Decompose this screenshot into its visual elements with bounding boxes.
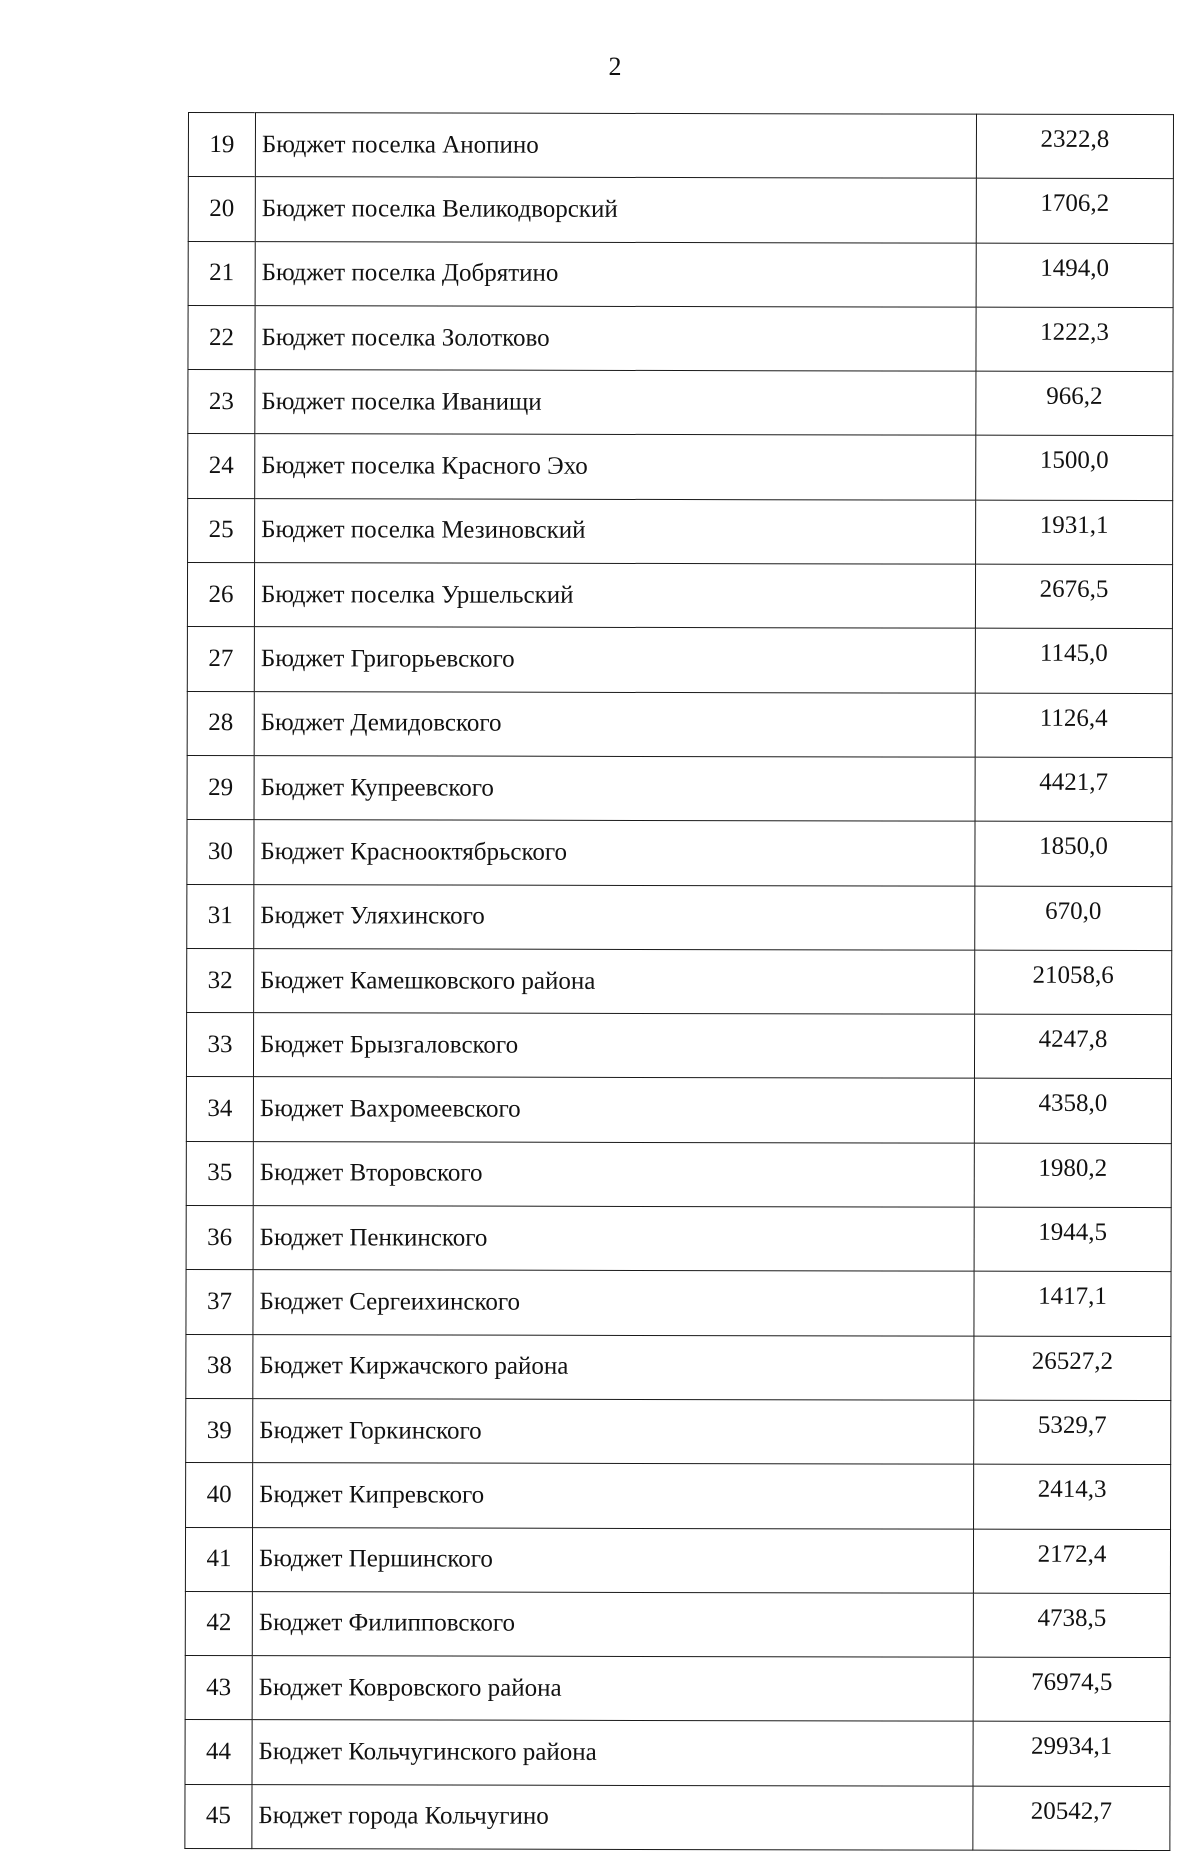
table-row xyxy=(187,948,1172,1014)
budget-name: Бюджет поселка Анопино xyxy=(255,113,976,179)
budget-name: Бюджет города Кольчугино xyxy=(252,1784,973,1850)
budget-name: Бюджет Брызгаловского xyxy=(253,1013,974,1079)
budget-name: Бюджет Вахромеевского xyxy=(253,1077,974,1143)
row-number: 20 xyxy=(188,177,255,241)
table-row xyxy=(186,1013,1171,1079)
row-number: 27 xyxy=(187,627,254,691)
budget-amount: 20542,7 xyxy=(973,1786,1170,1851)
budget-name: Бюджет поселка Уршельский xyxy=(254,563,975,629)
table-row xyxy=(186,1141,1171,1207)
budget-name: Бюджет Краснооктябрьского xyxy=(254,820,975,886)
budget-name: Бюджет Кольчугинского района xyxy=(252,1720,973,1786)
row-number: 41 xyxy=(185,1527,252,1591)
row-number: 45 xyxy=(185,1784,252,1848)
budget-amount: 1980,2 xyxy=(974,1143,1171,1208)
budget-amount: 1706,2 xyxy=(976,178,1173,243)
budget-amount: 1494,0 xyxy=(976,243,1173,308)
row-number: 37 xyxy=(186,1270,253,1334)
budget-amount: 21058,6 xyxy=(975,950,1172,1015)
table-row xyxy=(185,1720,1170,1786)
budget-name: Бюджет Першинского xyxy=(252,1527,973,1593)
budget-name: Бюджет поселка Иванищи xyxy=(255,370,976,436)
budget-amount: 4421,7 xyxy=(975,757,1172,822)
row-number: 39 xyxy=(186,1398,253,1462)
row-number: 23 xyxy=(188,370,255,434)
budget-name: Бюджет поселка Добрятино xyxy=(255,241,976,307)
row-number: 19 xyxy=(188,113,255,177)
row-number: 28 xyxy=(187,691,254,755)
budget-amount: 1417,1 xyxy=(974,1271,1171,1336)
budget-amount: 1145,0 xyxy=(975,629,1172,694)
table-row xyxy=(188,434,1173,500)
budget-amount: 29934,1 xyxy=(973,1722,1170,1787)
budget-amount: 2172,4 xyxy=(973,1529,1170,1594)
table-row xyxy=(188,498,1173,564)
row-number: 33 xyxy=(186,1013,253,1077)
table-row xyxy=(186,1270,1171,1336)
budget-amount: 1850,0 xyxy=(975,821,1172,886)
table-row xyxy=(188,305,1173,371)
table-row xyxy=(186,1398,1171,1464)
table-row xyxy=(186,1206,1171,1272)
row-number: 38 xyxy=(186,1334,253,1398)
budget-amount: 5329,7 xyxy=(974,1400,1171,1465)
budget-name: Бюджет Сергеихинского xyxy=(253,1270,974,1336)
table-row xyxy=(185,1656,1170,1722)
budget-name: Бюджет Камешковского района xyxy=(254,948,975,1014)
budget-name: Бюджет поселка Красного Эхо xyxy=(255,434,976,500)
row-number: 32 xyxy=(187,948,254,1012)
table-row xyxy=(185,1527,1170,1593)
table-row xyxy=(187,627,1172,693)
budget-name: Бюджет Киржачского района xyxy=(253,1334,974,1400)
row-number: 21 xyxy=(188,241,255,305)
row-number: 26 xyxy=(187,563,254,627)
table-row xyxy=(185,1591,1170,1657)
budget-name: Бюджет Филипповского xyxy=(252,1591,973,1657)
budget-amount: 4247,8 xyxy=(974,1014,1171,1079)
budget-amount: 1931,1 xyxy=(976,500,1173,565)
budget-name: Бюджет Кипревского xyxy=(253,1463,974,1529)
budget-amount: 1500,0 xyxy=(976,436,1173,501)
row-number: 43 xyxy=(185,1656,252,1720)
row-number: 31 xyxy=(187,884,254,948)
budget-amount: 966,2 xyxy=(976,371,1173,436)
budget-amount: 1944,5 xyxy=(974,1207,1171,1272)
budget-amount: 1126,4 xyxy=(975,693,1172,758)
budget-amount: 1222,3 xyxy=(976,307,1173,372)
budget-name: Бюджет Купреевского xyxy=(254,756,975,822)
budget-name: Бюджет Григорьевского xyxy=(254,627,975,693)
table-row xyxy=(188,241,1173,307)
budget-name: Бюджет поселка Великодворский xyxy=(255,177,976,243)
table-row xyxy=(186,1334,1171,1400)
row-number: 22 xyxy=(188,305,255,369)
table-row xyxy=(188,177,1173,243)
table-row xyxy=(187,884,1172,950)
budget-name: Бюджет Демидовского xyxy=(254,691,975,757)
row-number: 30 xyxy=(187,820,254,884)
table-row xyxy=(186,1077,1171,1143)
budget-table-body xyxy=(185,113,1174,1851)
budget-amount: 2322,8 xyxy=(976,114,1173,179)
table-row xyxy=(187,691,1172,757)
table-row xyxy=(187,755,1172,821)
table-row xyxy=(187,820,1172,886)
budget-name: Бюджет Ковровского района xyxy=(252,1656,973,1722)
row-number: 36 xyxy=(186,1206,253,1270)
budget-amount: 2414,3 xyxy=(974,1464,1171,1529)
budget-name: Бюджет Второвского xyxy=(253,1141,974,1207)
row-number: 44 xyxy=(185,1720,252,1784)
page-number: 2 xyxy=(608,52,622,81)
row-number: 29 xyxy=(187,755,254,819)
row-number: 40 xyxy=(186,1463,253,1527)
table-row xyxy=(185,1784,1170,1850)
budget-amount: 4358,0 xyxy=(974,1079,1171,1144)
budget-name: Бюджет Уляхинского xyxy=(254,884,975,950)
budget-name: Бюджет поселка Золотково xyxy=(255,306,976,372)
budget-amount: 670,0 xyxy=(975,886,1172,951)
budget-amount: 4738,5 xyxy=(973,1593,1170,1658)
budget-name: Бюджет Горкинского xyxy=(253,1399,974,1465)
budget-amount: 76974,5 xyxy=(973,1657,1170,1722)
row-number: 25 xyxy=(188,498,255,562)
row-number: 34 xyxy=(186,1077,253,1141)
row-number: 24 xyxy=(188,434,255,498)
budget-amount: 2676,5 xyxy=(975,564,1172,629)
table-row xyxy=(187,563,1172,629)
budget-name: Бюджет поселка Мезиновский xyxy=(255,498,976,564)
table-row xyxy=(188,113,1173,179)
budget-amount: 26527,2 xyxy=(974,1336,1171,1401)
budget-table xyxy=(184,112,1174,1851)
table-row xyxy=(186,1463,1171,1529)
table-row xyxy=(188,370,1173,436)
row-number: 35 xyxy=(186,1141,253,1205)
budget-name: Бюджет Пенкинского xyxy=(253,1206,974,1272)
row-number: 42 xyxy=(185,1591,252,1655)
